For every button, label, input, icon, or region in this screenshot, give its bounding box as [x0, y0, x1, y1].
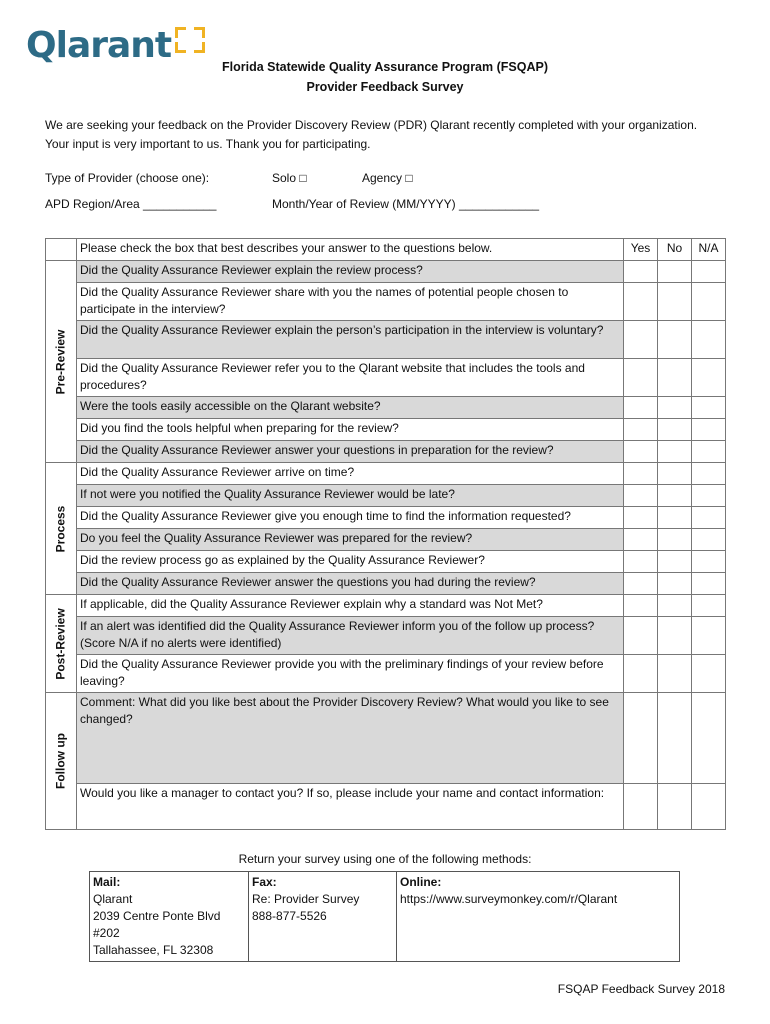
no-checkbox[interactable]	[658, 784, 692, 830]
section-label: Pre-Review	[53, 329, 68, 394]
na-checkbox[interactable]	[692, 397, 726, 419]
fax-line: Re: Provider Survey	[252, 892, 360, 906]
yes-checkbox[interactable]	[624, 507, 658, 529]
no-checkbox[interactable]	[658, 485, 692, 507]
no-checkbox[interactable]	[658, 507, 692, 529]
section-follow-up	[46, 693, 77, 830]
question-row: Did the Quality Assurance Reviewer answer the questions you had during the review?	[77, 573, 624, 595]
na-checkbox[interactable]	[692, 261, 726, 283]
yes-checkbox[interactable]	[624, 485, 658, 507]
question-row: Did the Quality Assurance Reviewer provide you with the preliminary findings of your review before leaving?	[77, 655, 624, 693]
logo-text: Qlarant	[26, 25, 172, 66]
question-row: Do you feel the Quality Assurance Reviewer was prepared for the review?	[77, 529, 624, 551]
section-label: Post-Review	[53, 607, 68, 680]
mail-heading: Mail:	[93, 875, 121, 889]
no-checkbox[interactable]	[658, 529, 692, 551]
online-heading: Online:	[400, 875, 442, 889]
no-checkbox[interactable]	[658, 261, 692, 283]
question-row: If not were you notified the Quality Assurance Reviewer would be late?	[77, 485, 624, 507]
col-na-header: N/A	[692, 239, 726, 261]
na-checkbox[interactable]	[692, 321, 726, 359]
fax-number: 888-877-5526	[252, 909, 327, 923]
na-checkbox[interactable]	[692, 784, 726, 830]
yes-checkbox[interactable]	[624, 359, 658, 397]
no-checkbox[interactable]	[658, 617, 692, 655]
no-checkbox[interactable]	[658, 397, 692, 419]
question-row: Did the Quality Assurance Reviewer give you enough time to find the information requested?	[77, 507, 624, 529]
yes-checkbox[interactable]	[624, 283, 658, 321]
contact-request-field[interactable]: Would you like a manager to contact you? If so, please include your name and contact information:	[77, 784, 624, 830]
no-checkbox[interactable]	[658, 419, 692, 441]
na-checkbox[interactable]	[692, 573, 726, 595]
na-checkbox[interactable]	[692, 507, 726, 529]
apd-region-field[interactable]: APD Region/Area ___________	[45, 197, 217, 211]
question-row: Were the tools easily accessible on the Qlarant website?	[77, 397, 624, 419]
mail-line: 2039 Centre Ponte Blvd	[93, 909, 221, 923]
yes-checkbox[interactable]	[624, 261, 658, 283]
instruction-text: Please check the box that best describes your answer to the questions below.	[77, 239, 624, 261]
question-row: Did you find the tools helpful when preparing for the review?	[77, 419, 624, 441]
page-footer: FSQAP Feedback Survey 2018	[557, 982, 725, 996]
section-post-review	[46, 595, 77, 693]
fax-heading: Fax:	[252, 875, 277, 889]
survey-table	[45, 238, 726, 830]
fax-method	[249, 872, 397, 962]
yes-checkbox[interactable]	[624, 529, 658, 551]
page-title: Florida Statewide Quality Assurance Program (FSQAP)	[221, 60, 548, 74]
mail-line: #202	[93, 926, 120, 940]
no-checkbox[interactable]	[658, 441, 692, 463]
agency-checkbox[interactable]: Agency □	[362, 171, 413, 185]
no-checkbox[interactable]	[658, 321, 692, 359]
na-checkbox[interactable]	[692, 551, 726, 573]
question-row: Did the Quality Assurance Reviewer explain the review process?	[77, 261, 624, 283]
na-checkbox[interactable]	[692, 441, 726, 463]
section-label: Follow up	[53, 733, 68, 789]
question-row: Did the Quality Assurance Reviewer explain the person’s participation in the interview is voluntary?	[77, 321, 624, 359]
yes-checkbox[interactable]	[624, 573, 658, 595]
solo-checkbox[interactable]: Solo □	[272, 171, 307, 185]
page-subtitle: Provider Feedback Survey	[306, 80, 464, 94]
yes-checkbox[interactable]	[624, 441, 658, 463]
survey-link[interactable]: https://www.surveymonkey.com/r/Qlarant	[400, 892, 618, 906]
yes-checkbox[interactable]	[624, 595, 658, 617]
na-checkbox[interactable]	[692, 655, 726, 693]
return-instructions: Return your survey using one of the following methods:	[238, 852, 532, 866]
question-row: Did the Quality Assurance Reviewer arrive on time?	[77, 463, 624, 485]
na-checkbox[interactable]	[692, 283, 726, 321]
yes-checkbox[interactable]	[624, 463, 658, 485]
question-row: If applicable, did the Quality Assurance Reviewer explain why a standard was Not Met?	[77, 595, 624, 617]
question-row: Did the review process go as explained by the Quality Assurance Reviewer?	[77, 551, 624, 573]
no-checkbox[interactable]	[658, 359, 692, 397]
na-checkbox[interactable]	[692, 359, 726, 397]
no-checkbox[interactable]	[658, 551, 692, 573]
intro-text: We are seeking your feedback on the Provider Discovery Review (PDR) Qlarant recently completed with your organization. Your input is very important to us. Thank you for participating.	[45, 118, 698, 151]
mail-line: Tallahassee, FL 32308	[93, 943, 214, 957]
na-checkbox[interactable]	[692, 595, 726, 617]
yes-checkbox[interactable]	[624, 397, 658, 419]
logo-bracket-icon	[175, 27, 205, 53]
return-methods-table	[89, 871, 680, 962]
question-row: Did the Quality Assurance Reviewer answer your questions in preparation for the review?	[77, 441, 624, 463]
online-method	[397, 872, 680, 962]
question-row: Did the Quality Assurance Reviewer share with you the names of potential people chosen to participate in the interview?	[77, 283, 624, 321]
no-checkbox[interactable]	[658, 283, 692, 321]
yes-checkbox[interactable]	[624, 693, 658, 784]
no-checkbox[interactable]	[658, 573, 692, 595]
question-row: If an alert was identified did the Quality Assurance Reviewer inform you of the follow up process? (Score N/A if no alerts were identified)	[77, 617, 624, 655]
mail-method	[90, 872, 249, 962]
na-checkbox[interactable]	[692, 529, 726, 551]
yes-checkbox[interactable]	[624, 784, 658, 830]
na-checkbox[interactable]	[692, 485, 726, 507]
review-month-year-field[interactable]: Month/Year of Review (MM/YYYY) ____________	[272, 197, 540, 211]
col-no-header: No	[658, 239, 692, 261]
no-checkbox[interactable]	[658, 693, 692, 784]
section-process	[46, 463, 77, 595]
na-checkbox[interactable]	[692, 463, 726, 485]
question-row: Did the Quality Assurance Reviewer refer you to the Qlarant website that includes the tools and procedures?	[77, 359, 624, 397]
na-checkbox[interactable]	[692, 617, 726, 655]
no-checkbox[interactable]	[658, 655, 692, 693]
yes-checkbox[interactable]	[624, 419, 658, 441]
mail-line: Qlarant	[93, 892, 133, 906]
section-pre-review	[46, 261, 77, 463]
na-checkbox[interactable]	[692, 693, 726, 784]
yes-checkbox[interactable]	[624, 655, 658, 693]
col-yes-header: Yes	[624, 239, 658, 261]
section-label: Process	[53, 505, 68, 552]
na-checkbox[interactable]	[692, 419, 726, 441]
comment-field[interactable]: Comment: What did you like best about the Provider Discovery Review? What would you like to see changed?	[77, 693, 624, 784]
yes-checkbox[interactable]	[624, 321, 658, 359]
provider-type-label: Type of Provider (choose one):	[45, 171, 210, 185]
yes-checkbox[interactable]	[624, 617, 658, 655]
no-checkbox[interactable]	[658, 463, 692, 485]
blank-corner-cell	[46, 239, 77, 261]
no-checkbox[interactable]	[658, 595, 692, 617]
yes-checkbox[interactable]	[624, 551, 658, 573]
